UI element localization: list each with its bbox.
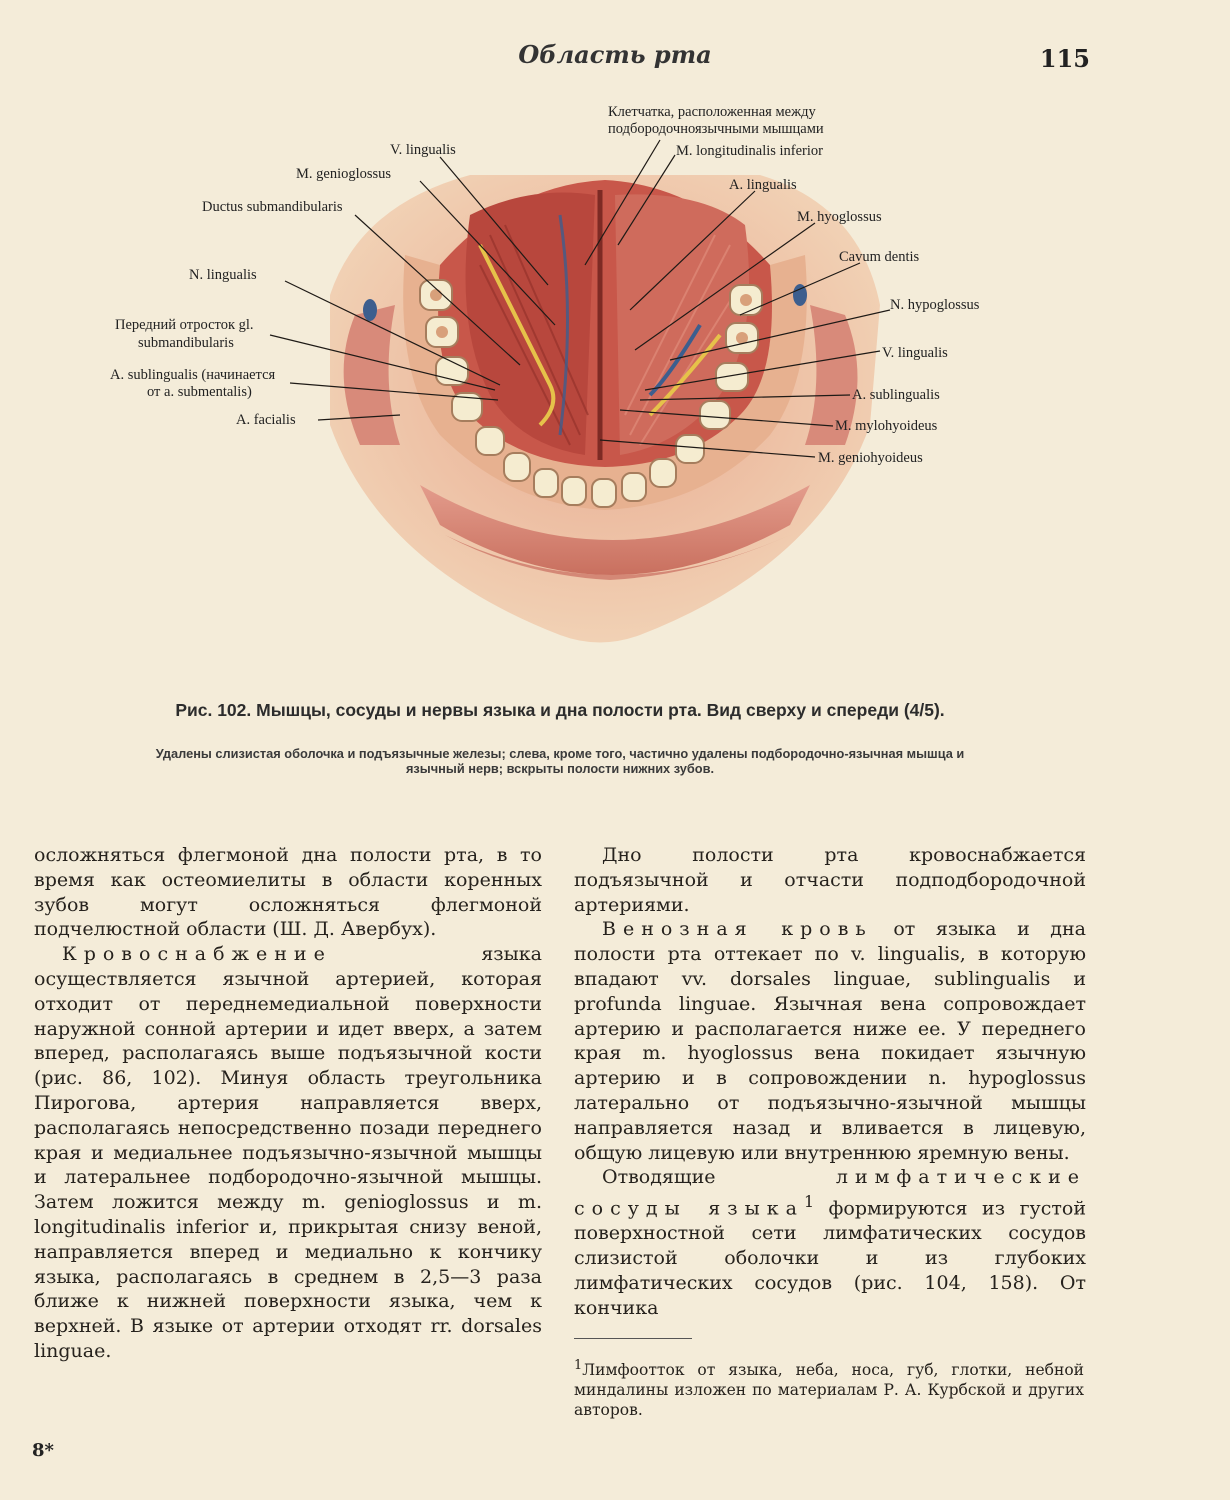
label-a-sublingualis-right: A. sublingualis [852,387,940,403]
tooth [700,401,730,429]
figure-caption: Рис. 102. Мышцы, сосуды и нервы языка и дна полости рта. Вид сверху и спереди (4/5). [175,700,945,720]
printer-signature: 8* [32,1440,54,1461]
label-longitudinalis-inferior: M. longitudinalis inferior [676,143,823,159]
tooth [650,459,676,487]
tooth [476,427,504,455]
paragraph [574,1165,1086,1320]
footnote [574,1356,1084,1420]
label-a-lingualis: A. lingualis [729,177,797,193]
footnote-text: Лимфоотток от языка, неба, носа, губ, глотки, небной миндалины изложен по материалам Р. А. Курбской и других авторов. [574,1361,1084,1420]
label-fiber-line1: Клетчатка, расположенная между [608,104,816,120]
page-number: 115 [1039,44,1090,73]
tooth [592,479,616,507]
tooth [504,453,530,481]
tooth [534,469,558,497]
label-cavum-dentis: Cavum dentis [839,249,920,265]
footnote-ref[interactable]: 1 [803,1192,815,1212]
label-ductus-submandibularis: Ductus submandibularis [202,199,343,215]
paragraph-text: языка осуществляется язычной артерией, которая отходит от переднемедиальной поверхности наружной сонной артерии и идет вверх, а затем вперед, располагаясь выше подъязычной кости (рис. 86, 102). Минуя область треугольника Пирогова, артерия направляется вверх, располагаясь непосредственно позади переднего края и медиальнее подъязычно-язычной мышцы и латеральнее подбородочно-язычной мышцы. Затем ложится между m. genioglossus и m. longitudinalis inferior и, прикрытая снизу веной, направляется вперед и медиально к кончику языка, располагаясь в среднем в 2,5—3 раза ближе к нижней поверхности языка, чем к верхней. В языке от артерии отходят rr. dorsales linguae. [34,943,542,1362]
spaced-term: Кровоснабжение [62,943,332,966]
paragraph [574,917,1086,1165]
label-process-line1: Передний отросток gl. [115,317,254,333]
paragraph-text: от языка и дна полости рта оттекает по v. lingualis, в которую впадают vv. dorsales linguae, sublingualis и profunda linguae. Язычная вена сопровождает артерию и располагается ниже ее. У переднего края m. hyoglossus вена покидает язычную артерию и в сопровождении n. hypoglossus латерально от подъязычно-язычной мышцы направляется назад и вливается в лицевую, общую лицевую или внутреннюю яремную вены. [574,918,1086,1164]
left-column [34,843,542,1364]
spaced-term: лимфатические сосуды языка [574,1166,1086,1220]
footnote-mark: 1 [574,1358,583,1373]
paragraph-text: Отводящие [602,1166,836,1189]
label-a-sublingualis-line2: от a. submentalis) [147,384,252,400]
label-mylohyoideus: M. mylohyoideus [835,418,938,434]
spaced-term: Венозная кровь [602,918,873,941]
label-v-lingualis-right: V. lingualis [882,345,948,361]
label-geniohyoideus: M. geniohyoideus [818,450,923,466]
right-column [574,843,1086,1320]
running-title: Область рта [518,40,712,69]
label-n-hypoglossus: N. hypoglossus [890,297,980,313]
tooth [676,435,704,463]
paragraph: осложняться флегмоной дна полости рта, в то время как остеомиелиты в области коренных зубов могут осложняться флегмоной подчелюстной области (Ш. Д. Авербух). [34,844,542,941]
label-process-line2: submandibularis [138,335,234,351]
paragraph: Дно полости рта кровоснабжается подъязычной и отчасти подподбородочной артериями. [574,844,1086,916]
paragraph-text: формируются из густой поверхностной сети лимфатических сосудов слизистой оболочки и из глубоких лимфатических сосудов (рис. 104, 158). От кончика [574,1197,1086,1319]
anatomical-figure [0,95,1230,655]
figure-caption-note: Удалены слизистая оболочка и подъязычные железы; слева, кроме того, частично удалены подбородочно-язычная мышца и язычный нерв; вскрыты полости нижних зубов. [155,746,965,776]
paragraph [34,942,542,1364]
label-n-lingualis: N. lingualis [189,267,257,283]
footnote-rule [574,1338,692,1339]
label-genioglossus: M. genioglossus [296,166,392,182]
label-v-lingualis-top: V. lingualis [390,142,456,158]
tooth [622,473,646,501]
label-fiber-line2: подбородочноязычными мышцами [608,121,824,137]
vein-dot-left [363,299,377,321]
label-hyoglossus: M. hyoglossus [797,209,882,225]
label-a-facialis: A. facialis [236,412,296,428]
label-a-sublingualis-line1: A. sublingualis (начинается [110,367,276,383]
tooth [562,477,586,505]
